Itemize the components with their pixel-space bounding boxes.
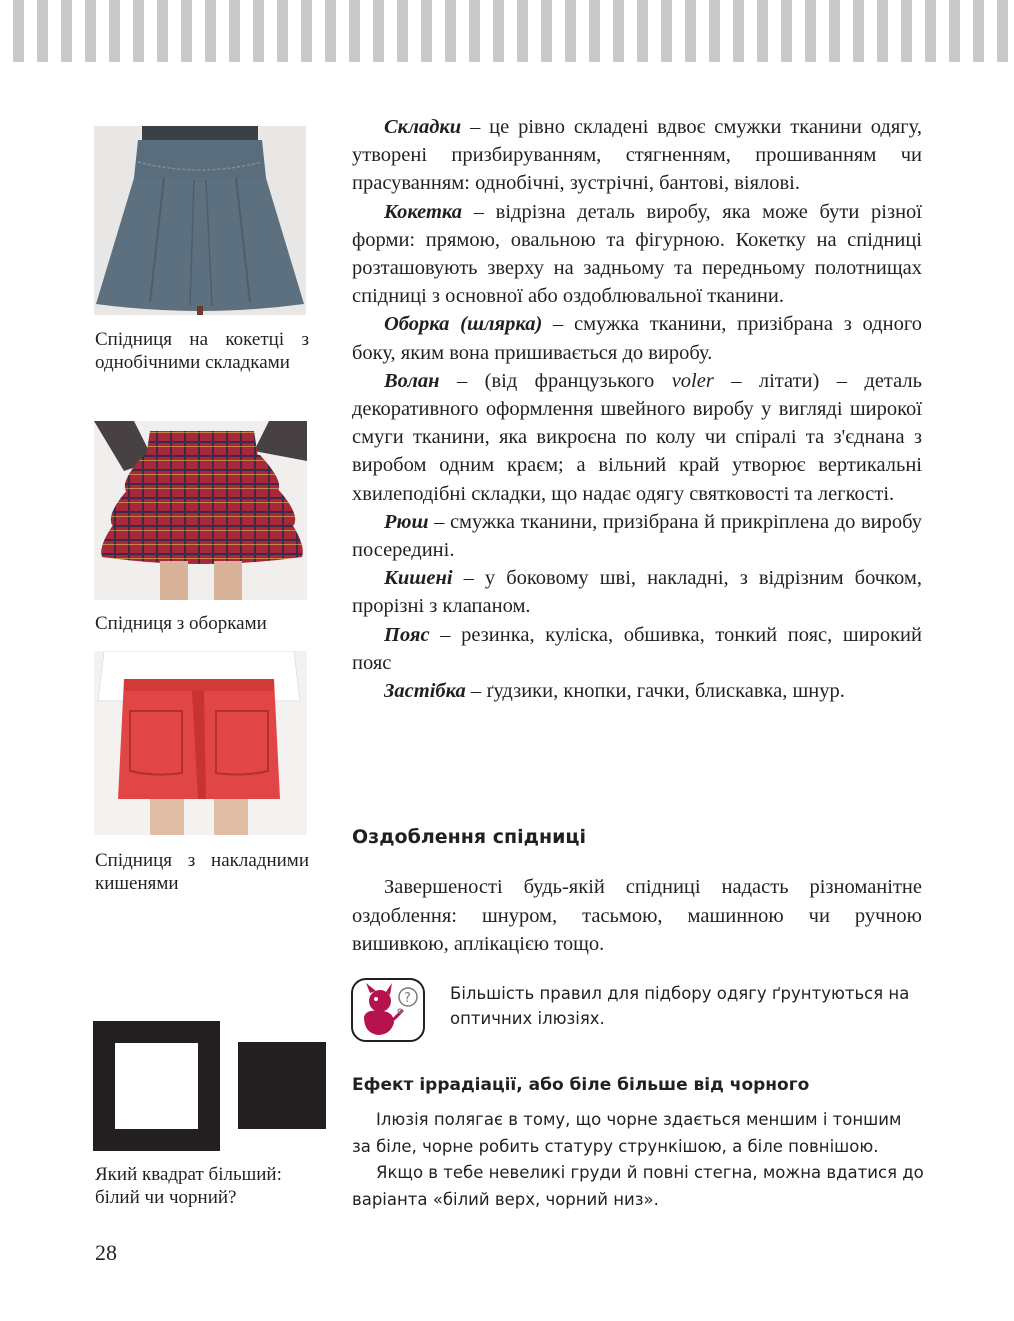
- definition-term: Пояс: [384, 623, 430, 646]
- caption-pocket-skirt: Спідниця з накладними кишенями: [95, 850, 309, 894]
- photo-yoke-skirt: [94, 126, 306, 315]
- definition-item: [352, 367, 922, 508]
- definition-term: Оборка (шлярка): [384, 313, 543, 336]
- page-number: 28: [95, 1240, 117, 1265]
- definition-term: Волан: [384, 369, 440, 392]
- photo-pocket-skirt: [94, 651, 307, 835]
- definition-item: [352, 508, 922, 564]
- definition-text: – у боковому шві, накладні, з відрізним бочком, прорізні з клапаном.: [352, 567, 922, 618]
- photo-ruffle-skirt: [94, 421, 307, 600]
- definition-text: – відрізна деталь виробу, яка може бути різної форми: прямою, овальною та фігурною. Кокетку на спідниці розташовують зверху на задньому та передньому полотнищах спідниці з основної або оздоблювальної тканини.: [352, 200, 922, 308]
- caption-squares-question: Який квадрат більший: білий чи чорний?: [95, 1164, 282, 1208]
- definitions-list: [352, 113, 922, 705]
- effect-title: Ефект іррадіації, або біле більше від чорного: [352, 1075, 810, 1095]
- caption-ruffle-skirt: Спідниця з оборками: [95, 613, 267, 634]
- definition-term: Застібка: [384, 680, 466, 703]
- irradiation-illusion-figure: [93, 1021, 329, 1151]
- definition-text-after: – літати) – деталь декоративного оформлення швейного виробу у вигляді широкої смуги тканини, яка викроєна по колу чи спіралі та з'єднана з виробом одним краєм; а вільний край утворює вертикальні хвилеподібні складки, що надає одягу святковості та легкості.: [352, 369, 923, 505]
- definition-item: [352, 564, 922, 620]
- section-intro: Завершеності будь-якій спідниці надасть різноманітне оздоблення: шнуром, тасьмою, машинною чи ручною вишивкою, аплікацією тощо.: [352, 876, 922, 955]
- definition-text: – ґудзики, кнопки, гачки, блискавка, шнур.: [465, 680, 845, 703]
- definition-text: – смужка тканини, призібрана з одного боку, яким вона пришивається до виробу.: [352, 313, 922, 364]
- definition-item: [352, 677, 922, 705]
- definition-foreign-word: voler: [671, 369, 714, 392]
- effect-body: [352, 1107, 924, 1213]
- thinking-character-icon: [350, 977, 426, 1043]
- section-title: Оздоблення спідниці: [352, 826, 587, 848]
- definition-text: – (від французького: [439, 369, 672, 392]
- definition-text: – це рівно складені вдвоє смужки тканини одягу, утворені призбируванням, стягненням, прошиванням чи прасуванням: однобічні, зустрічні, бантові, віялові.: [352, 116, 922, 195]
- svg-text:?: ?: [404, 991, 411, 1006]
- definition-term: Складки: [384, 116, 462, 138]
- note-text: Більшість правил для підбору одягу ґрунтуються на оптичних ілюзіях.: [450, 984, 910, 1028]
- top-stripe-border: [0, 0, 1014, 62]
- definition-item: [352, 621, 922, 677]
- definition-term: Рюш: [384, 510, 429, 533]
- caption-yoke-skirt: Спідниця на кокетці з однобічними складками: [95, 329, 309, 373]
- definition-term: Кишені: [384, 567, 453, 590]
- effect-paragraph: Ілюзія полягає в тому, що чорне здається меншим і тоншим за біле, чорне робить статуру стрункішою, а біле повнішою.: [352, 1110, 902, 1156]
- effect-paragraph: Якщо в тебе невеликі груди й повні стегна, можна вдатися до варіанта «білий верх, чорний низ».: [352, 1163, 924, 1209]
- definition-text: – смужка тканини, призібрана й прикріплена до виробу посередині.: [352, 510, 922, 562]
- definition-term: Кокетка: [384, 200, 463, 223]
- definition-text: – резинка, куліска, обшивка, тонкий пояс, широкий пояс: [352, 623, 922, 674]
- definition-item: [352, 113, 922, 198]
- definition-item: [352, 198, 922, 311]
- definition-item: [352, 310, 922, 366]
